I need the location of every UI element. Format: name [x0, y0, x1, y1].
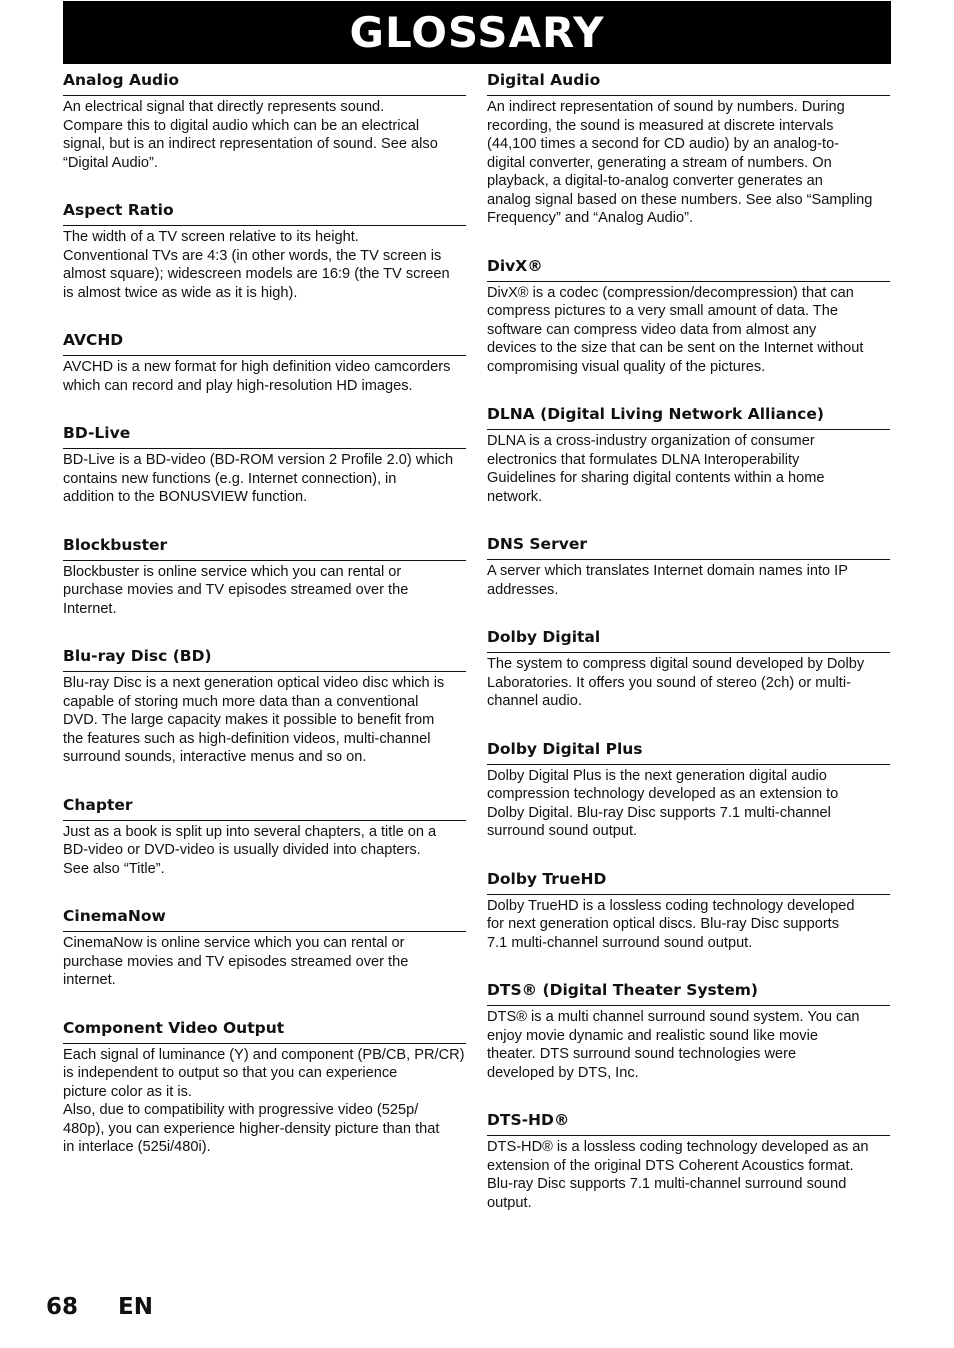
glossary-entry: [63, 904, 466, 990]
entry-definition: The width of a TV screen relative to its height. Conventional TVs are 4:3 (in other words, the TV screen is almost square); widescreen models are 16:9 (the TV screen is almost twice as wide as it is high).: [63, 229, 450, 301]
glossary-entry: [63, 198, 466, 302]
entry-term: AVCHD: [63, 328, 466, 356]
entry-definition: Dolby Digital Plus is the next generation digital audio compression technology developed as an extension to Dolby Digital. Blu-ray Disc supports 7.1 multi-channel surround sound output.: [487, 767, 839, 839]
glossary-entry: [487, 978, 890, 1082]
glossary-entry: [487, 254, 890, 377]
entry-definition: BD-Live is a BD-video (BD-ROM version 2 Profile 2.0) which contains new functions (e.g. Internet connection), in addition to the BONUSVIEW function.: [63, 452, 454, 505]
entry-term: Aspect Ratio: [63, 198, 466, 226]
entry-definition: An indirect representation of sound by numbers. During recording, the sound is measured at discrete intervals (44,100 times a second for CD audio) by an analog-to- digital converter, generating a stream of numbers. On playback, a digital-to-analog converter generates an analog signal based on these numbers. See also “Sampling Frequency” and “Analog Audio”.: [487, 99, 873, 226]
entry-term: Blu-ray Disc (BD): [63, 644, 466, 672]
entry-term: DNS Server: [487, 532, 890, 560]
page-title: GLOSSARY: [349, 7, 605, 57]
entry-definition: Blockbuster is online service which you can rental or purchase movies and TV episodes streamed over the Internet.: [63, 563, 409, 617]
entry-term: Dolby TrueHD: [487, 867, 890, 895]
glossary-entry: [487, 402, 890, 506]
glossary-entry: [487, 625, 890, 711]
entry-term: CinemaNow: [63, 904, 466, 932]
entry-definition: Just as a book is split up into several chapters, a title on a BD-video or DVD-video is usually divided into chapters. See also “Title”.: [63, 823, 437, 877]
glossary-entry: [487, 532, 890, 599]
glossary-entry: [63, 328, 466, 395]
entry-definition: DTS-HD® is a lossless coding technology developed as an extension of the original DTS Coherent Acoustics format. Blu-ray Disc supports 7.1 multi-channel surround sound output.: [487, 1139, 869, 1211]
entry-term: DLNA (Digital Living Network Alliance): [487, 402, 890, 430]
entry-definition: Dolby TrueHD is a lossless coding technology developed for next generation optical discs. Blu-ray Disc supports 7.1 multi-channel surround sound output.: [487, 897, 855, 951]
entry-term: BD-Live: [63, 421, 466, 449]
entry-term: Blockbuster: [63, 533, 466, 561]
entry-term: DTS® (Digital Theater System): [487, 978, 890, 1006]
glossary-entry: [487, 867, 890, 953]
glossary-entry: [63, 533, 466, 619]
entry-definition: AVCHD is a new format for high definition video camcorders which can record and play high-resolution HD images.: [63, 359, 451, 394]
entry-definition: Blu-ray Disc is a next generation optical video disc which is capable of storing much more data than a conventional DVD. The large capacity makes it possible to benefit from the features such as high-definition videos, multi-channel surround sounds, interactive menus and so on.: [63, 675, 445, 765]
entry-term: DTS-HD®: [487, 1108, 890, 1136]
language-code: EN: [118, 1294, 153, 1320]
left-column: [63, 68, 466, 1183]
right-column: [487, 68, 890, 1238]
entry-definition: DivX® is a codec (compression/decompression) that can compress pictures to a very small amount of data. The software can compress video data from almost any devices to the size that can be sent on the Internet without compromising visual quality of the pictures.: [487, 284, 864, 375]
entry-definition: The system to compress digital sound developed by Dolby Laboratories. It offers you sound of stereo (2ch) or multi- channel audio.: [487, 656, 865, 709]
glossary-entry: [63, 793, 466, 879]
glossary-entry: [63, 644, 466, 767]
glossary-entry: [487, 1108, 890, 1212]
entry-term: DivX®: [487, 254, 890, 282]
entry-term: Analog Audio: [63, 68, 466, 96]
entry-definition: An electrical signal that directly represents sound. Compare this to digital audio which can be an electrical signal, but is an indirect representation of sound. See also “Digital Audio”.: [63, 99, 438, 171]
entry-definition: DTS® is a multi channel surround sound system. You can enjoy movie dynamic and realistic sound like movie theater. DTS surround sound technologies were developed by DTS, Inc.: [487, 1009, 860, 1081]
glossary-entry: [487, 737, 890, 841]
entry-definition: DLNA is a cross-industry organization of consumer electronics that formulates DLNA Interoperability Guidelines for sharing digital contents within a home network.: [487, 433, 825, 505]
entry-definition: Each signal of luminance (Y) and component (PB/CB, PR/CR) is independent to output so that you can experience picture color as it is. Also, due to compatibility with progressive video (525p/ 480p), you can experience higher-density picture than that in interlace (525i/480i).: [63, 1046, 465, 1155]
glossary-entry: [63, 1016, 466, 1157]
entry-term: Dolby Digital: [487, 625, 890, 653]
glossary-entry: [63, 421, 466, 507]
glossary-entry: [63, 68, 466, 172]
entry-term: Digital Audio: [487, 68, 890, 96]
page-number: 68: [46, 1294, 79, 1320]
title-bar: [63, 1, 891, 64]
entry-definition: CinemaNow is online service which you can rental or purchase movies and TV episodes streamed over the internet.: [63, 935, 409, 988]
glossary-entry: [487, 68, 890, 228]
page-footer: [46, 1296, 153, 1319]
entry-term: Chapter: [63, 793, 466, 821]
entry-term: Dolby Digital Plus: [487, 737, 890, 765]
entry-term: Component Video Output: [63, 1016, 466, 1044]
entry-definition: A server which translates Internet domain names into IP addresses.: [487, 563, 848, 598]
